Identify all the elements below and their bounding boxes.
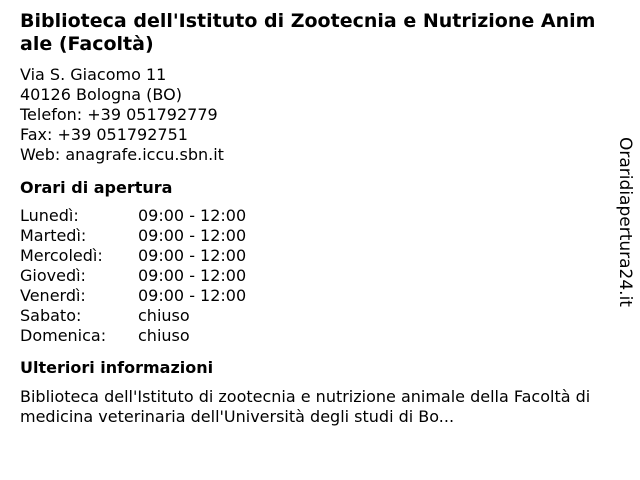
library-card [20,10,600,427]
hours-row-wednesday [20,246,600,266]
website-link[interactable]: Web: anagrafe.iccu.sbn.it [20,145,224,164]
hours-row-sunday [20,326,600,346]
opening-hours-heading: Orari di apertura [20,178,173,197]
time-value: 09:00 - 12:00 [138,206,247,225]
time-value: chiuso [138,326,190,345]
fax-number: Fax: +39 051792751 [20,125,188,144]
phone-number: Telefon: +39 051792779 [20,105,218,124]
day-label: Venerdì: [20,286,86,305]
contact-block [20,65,600,165]
page-title: Biblioteca dell'Istituto di Zootecnia e Nutrizione Animale (Facoltà) [20,10,596,55]
opening-hours-table [20,206,600,346]
day-label: Giovedì: [20,266,86,285]
day-label: Mercoledì: [20,246,103,265]
address-city: 40126 Bologna (BO) [20,85,182,104]
time-value: 09:00 - 12:00 [138,286,247,305]
hours-row-saturday [20,306,600,326]
address-street: Via S. Giacomo 11 [20,65,167,84]
time-value: 09:00 - 12:00 [138,266,247,285]
day-label: Sabato: [20,306,82,325]
hours-row-monday [20,206,600,226]
day-label: Martedì: [20,226,87,245]
more-info-heading: Ulteriori informazioni [20,358,214,377]
time-value: 09:00 - 12:00 [138,246,247,265]
hours-row-friday [20,286,600,306]
day-label: Domenica: [20,326,107,345]
hours-row-tuesday [20,226,600,246]
day-label: Lunedì: [20,206,79,225]
hours-row-thursday [20,266,600,286]
more-info-text: Biblioteca dell'Istituto di zootecnia e nutrizione animale della Facoltà di medicina veterinaria dell'Università degli studi di Bo... [20,387,591,426]
time-value: 09:00 - 12:00 [138,226,247,245]
time-value: chiuso [138,306,190,325]
site-brand-vertical: Oraridiapertura24.it [615,137,635,307]
